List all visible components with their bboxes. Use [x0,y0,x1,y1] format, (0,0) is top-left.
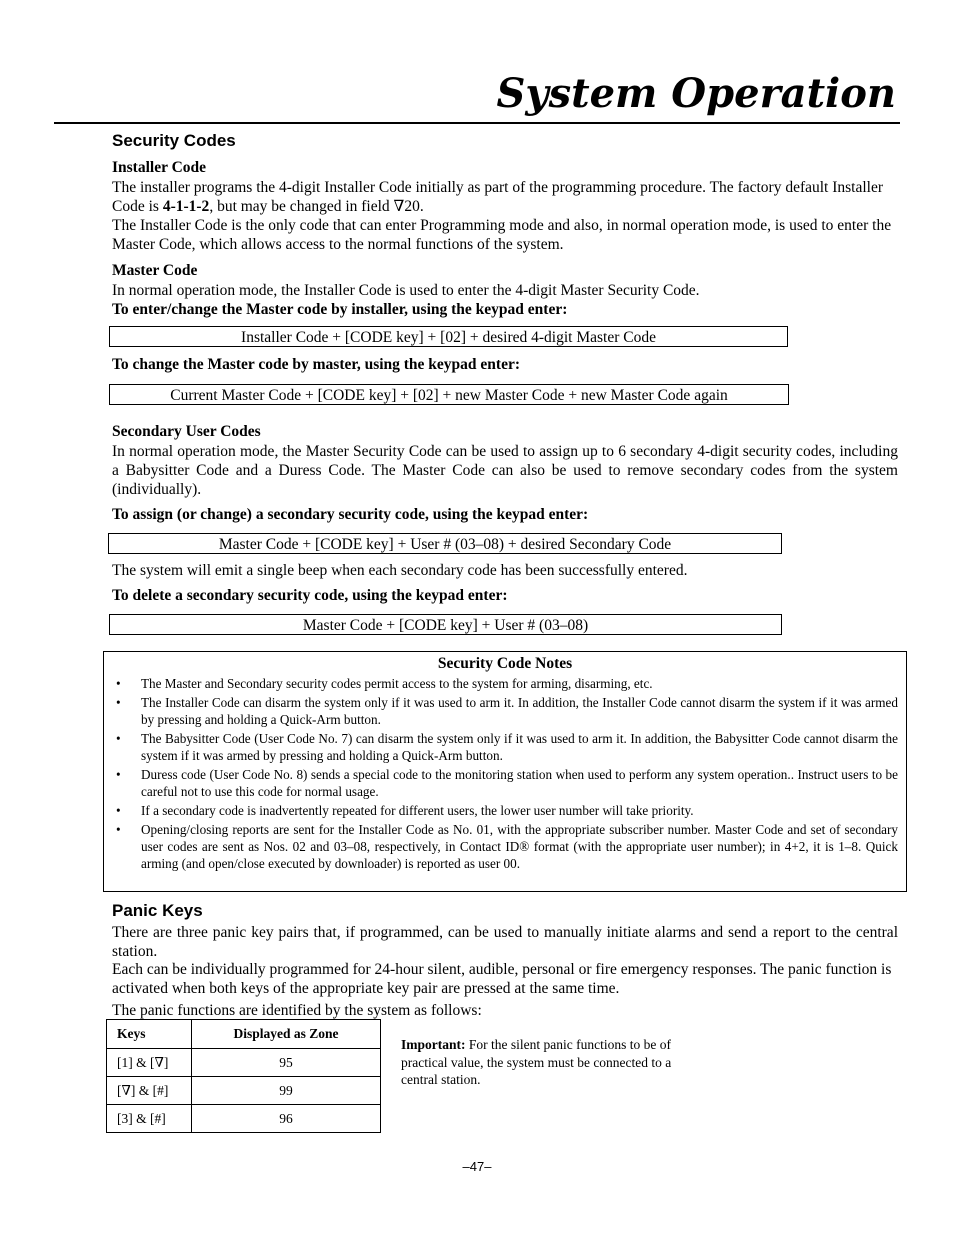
bullet-icon: • [116,803,121,818]
table-header-row [107,1020,381,1049]
list-item [104,802,906,819]
note-text: The Master and Secondary security codes permit access to the system for arming, disarming, etc. [141,676,653,691]
important-text: For the silent panic functions to be of practical value, the system must be connected to a central station. [401,1037,672,1087]
note-text: The Installer Code can disarm the system only if it was used to arm it. In addition, the Installer Code cannot disarm the system if it was armed by pressing and holding a Quick-Arm button. [141,695,898,727]
secondary-instruction-delete: To delete a secondary security code, using the keypad enter: [112,587,508,604]
secondary-paragraph: In normal operation mode, the Master Security Code can be used to assign up to 6 secondary 4-digit security codes, including a Babysitter Code and a Duress Code. The Master Code can also be used to remove secondary codes from the system (individually). [112,443,898,498]
master-code-heading: Master Code [112,262,198,279]
master-instruction-master: To change the Master code by master, using the keypad enter: [112,356,521,373]
panic-keys-table [106,1019,381,1133]
bullet-icon: • [116,767,121,782]
note-text: Opening/closing reports are sent for the Installer Code as No. 01, with the appropriate subscriber number. Master Code and set of secondary user codes are sent as Nos. 02 and 03–08, respectively, in Contact ID® format (with the appropriate user number); in 4+2, it is 1–8. Quick arming (and open/close executed by downloader) is reported as user 00. [141,822,898,871]
installer-paragraph-2: The Installer Code is the only code that can enter Programming mode and also, in normal operation mode, is used to enter the Master Code, which allows access to the normal functions of the system. [112,217,892,253]
secondary-codes-heading: Secondary User Codes [112,423,261,440]
page-title: System Operation [496,70,896,117]
zone-cell: 96 [192,1105,381,1133]
master-paragraph: In normal operation mode, the Installer Code is used to enter the 4-digit Master Security Code. [112,282,700,299]
secondary-entry-box-assign: Master Code + [CODE key] + User # (03–08) + desired Secondary Code [108,533,782,554]
secondary-beep-note: The system will emit a single beep when each secondary code has been successfully entered. [112,562,688,579]
table-row [107,1105,381,1133]
note-text: If a secondary code is inadvertently repeated for different users, the lower user number will take priority. [141,803,694,818]
important-label: Important: [401,1037,466,1052]
panic-paragraph-2: Each can be individually programmed for 24-hour silent, audible, personal or fire emergency responses. The panic function is activated when both keys of the appropriate key pair are pressed at the same time. [112,961,892,997]
security-code-notes-box [103,651,907,892]
bullet-icon: • [116,822,121,837]
column-header-zone: Displayed as Zone [192,1020,381,1049]
bullet-icon: • [116,695,121,710]
master-entry-box-installer: Installer Code + [CODE key] + [02] + desired 4-digit Master Code [109,326,788,347]
notes-list [104,675,906,874]
panic-keys-heading: Panic Keys [112,901,203,920]
important-note [401,1036,691,1089]
secondary-instruction-assign: To assign (or change) a secondary security code, using the keypad enter: [112,506,589,523]
master-entry-box-master: Current Master Code + [CODE key] + [02] + new Master Code + new Master Code again [109,384,789,405]
notes-title: Security Code Notes [437,655,573,672]
installer-default-code: 4-1-1-2 [162,198,210,215]
list-item [104,821,906,872]
table-row [107,1077,381,1105]
zone-cell: 99 [192,1077,381,1105]
list-item [104,694,906,728]
list-item [104,730,906,764]
list-item [104,766,906,800]
security-codes-heading: Security Codes [112,131,236,150]
page-number: –47– [462,1159,492,1174]
panic-paragraph-1: There are three panic key pairs that, if programmed, can be used to manually initiate alarms and send a report to the central station. [112,924,898,960]
note-text: The Babysitter Code (User Code No. 7) can disarm the system only if it was used to arm it. In addition, the Babysitter Code cannot disarm the system if it was armed by pressing and holding a Quick-Arm button. [141,731,898,763]
panic-paragraph-3: The panic functions are identified by the system as follows: [112,1002,482,1019]
installer-paragraph-1 [112,178,898,216]
zone-cell: 95 [192,1049,381,1077]
column-header-keys: Keys [107,1020,192,1049]
title-rule [54,122,900,124]
table-row [107,1049,381,1077]
installer-text-a: The installer programs the 4-digit Installer Code initially as part of the programming procedure. The factory default Installer Code is [112,179,884,215]
list-item [104,675,906,692]
master-instruction-installer: To enter/change the Master code by installer, using the keypad enter: [112,301,568,318]
keys-cell: [1] & [∇] [107,1049,192,1077]
bullet-icon: • [116,676,121,691]
installer-code-heading: Installer Code [112,159,207,176]
keys-cell: [3] & [#] [107,1105,192,1133]
installer-text-b: , but may be changed in field ∇20. [209,198,424,215]
bullet-icon: • [116,731,121,746]
secondary-entry-box-delete: Master Code + [CODE key] + User # (03–08) [109,614,782,635]
keys-cell: [∇] & [#] [107,1077,192,1105]
note-text: Duress code (User Code No. 8) sends a special code to the monitoring station when used to perform any system operation.. Instruct users to be careful not to use this code for normal usage. [141,767,898,799]
